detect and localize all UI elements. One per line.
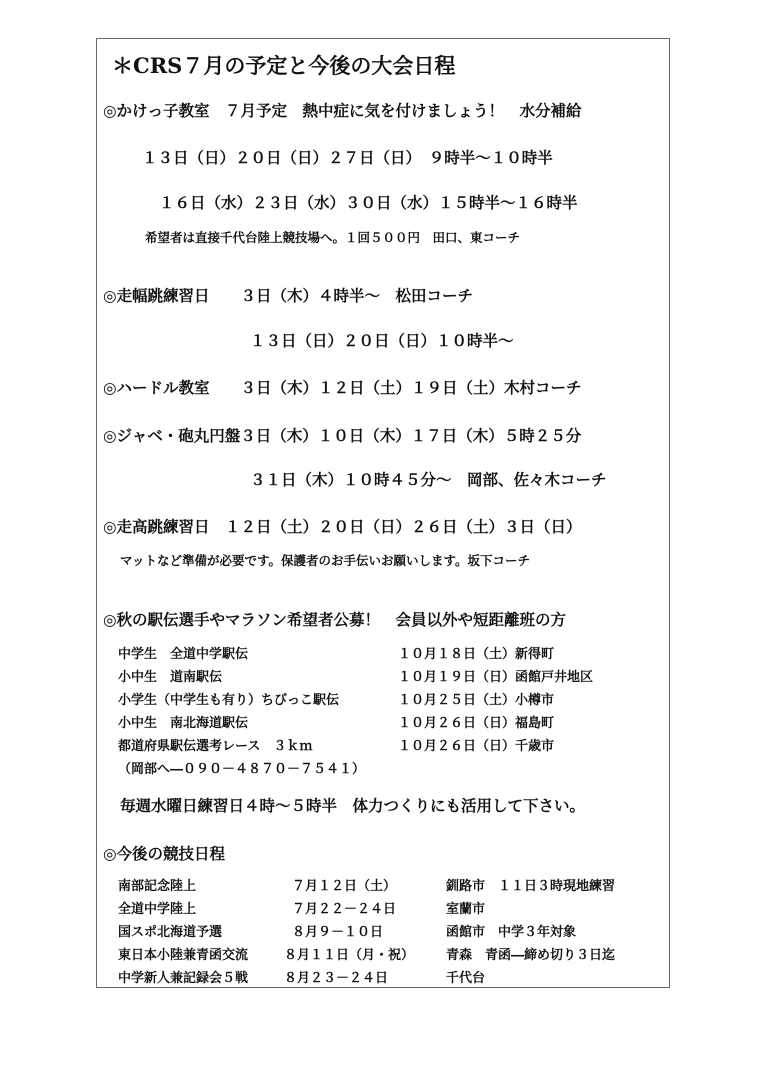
ekiden-race-name: 小中生 道南駅伝 — [118, 670, 223, 685]
schedule-event-place: 千代台 — [446, 971, 486, 986]
ekiden-row — [118, 740, 312, 753]
schedule-event-date: ７月１２日（土） — [292, 879, 397, 894]
javelin-heading: ◎ジャベ・砲丸円盤３日（木）１０日（木）１７日（木）５時２５分 — [103, 426, 582, 445]
ekiden-race-name: 小学生（中学生も有り）ちびっこ駅伝 — [118, 693, 340, 708]
long-jump-heading: ◎走幅跳練習日 ３日（木）４時半～ 松田コーチ — [103, 286, 474, 305]
schedule-event-place: 函館市 中学３年対象 — [446, 925, 577, 940]
schedule-event-date: ８月１１日（月・祝） — [284, 948, 415, 963]
ekiden-row-date: １０月１９日（日）函館戸井地区 — [398, 670, 594, 685]
ekiden-row-date: １０月２６日（日）福島町 — [398, 716, 555, 731]
ekiden-row — [118, 694, 339, 707]
ekiden-race-name: 中学生 全道中学駅伝 — [118, 647, 249, 662]
high-jump-heading: ◎走高跳練習日 １２日（土）２０日（日）２６日（土）３日（日） — [103, 517, 582, 536]
ekiden-row — [118, 671, 222, 684]
page-title: ＊CRS７月の予定と今後の大会日程 — [112, 53, 456, 78]
weekly-practice-note: 毎週水曜日練習日４時～５時半 体力つくりにも活用して下さい。 — [120, 796, 586, 815]
kids-class-note: 希望者は直接千代台陸上競技場へ。１回５００円 田口、東コーチ — [145, 230, 521, 245]
long-jump-schedule: １３日（日）２０日（日）１０時半～ — [250, 331, 514, 350]
ekiden-heading: ◎秋の駅伝選手やマラソン希望者公募！ 会員以外や短距離班の方 — [103, 610, 567, 629]
schedule-event-name: 南部記念陸上 — [118, 879, 197, 894]
ekiden-race-name: 小中生 南北海道駅伝 — [118, 716, 249, 731]
kids-class-schedule-2: １６日（水）２３日（水）３０日（水）１５時半～１６時半 — [159, 193, 578, 212]
ekiden-row — [118, 648, 248, 661]
ekiden-row-date: １０月２５日（土）小樽市 — [398, 693, 555, 708]
ekiden-race-name: 都道府県駅伝選考レース ３ｋｍ — [118, 739, 313, 754]
javelin-schedule: ３１日（木）１０時４５分～ 岡部、佐々木コーチ — [250, 470, 607, 489]
schedule-event-name: 東日本小陸兼青函交流 — [118, 948, 249, 963]
schedule-event-place: 室蘭市 — [446, 902, 486, 917]
schedule-event-name: 国スポ北海道予選 — [118, 925, 223, 940]
ekiden-contact: （岡部へ―０９０－４８７０－７５４１） — [118, 762, 366, 777]
schedule-heading: ◎今後の競技日程 — [103, 844, 226, 863]
ekiden-row — [118, 717, 248, 730]
schedule-event-date: ８月９－１０日 — [292, 925, 384, 940]
schedule-event-place: 釧路市 １１日３時現地練習 — [446, 879, 616, 894]
schedule-event-place: 青森 青函―締め切り３日迄 — [446, 948, 616, 963]
high-jump-note: マットなど準備が必要です。保護者のお手伝いお願いします。坂下コーチ — [120, 553, 531, 568]
schedule-event-date: ７月２２－２４日 — [292, 902, 397, 917]
kids-class-heading: ◎かけっ子教室 ７月予定 熱中症に気を付けましょう！ 水分補給 — [103, 101, 582, 120]
hurdle-heading: ◎ハードル教室 ３日（木）１２日（土）１９日（土）木村コーチ — [103, 378, 582, 397]
schedule-event-date: ８月２３－２４日 — [284, 971, 389, 986]
schedule-event-name: 全道中学陸上 — [118, 902, 197, 917]
ekiden-row-date: １０月１８日（土）新得町 — [398, 647, 555, 662]
schedule-event-name: 中学新人兼記録会５戦 — [118, 971, 249, 986]
kids-class-schedule-1: １３日（日）２０日（日）２７日（日） ９時半～１０時半 — [142, 148, 553, 167]
ekiden-row-date: １０月２６日（日）千歳市 — [398, 739, 555, 754]
